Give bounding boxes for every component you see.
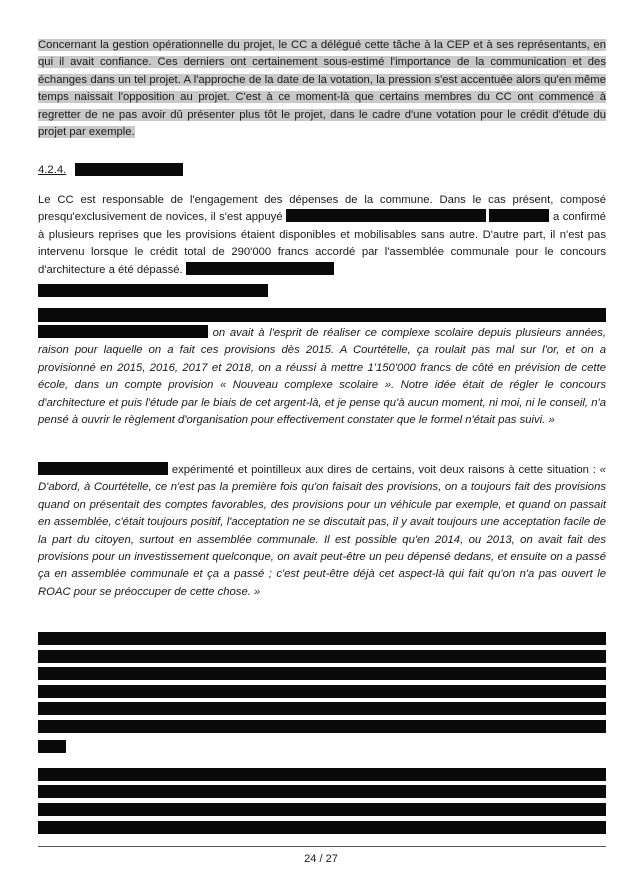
redacted-line: [38, 821, 606, 834]
redacted-line: [38, 720, 606, 733]
redaction-block: [186, 262, 334, 275]
redacted-line: [38, 785, 606, 798]
expenses-text-part1: Le CC est responsable de l'engagement des dépenses de la commune. Dans le cas présent, composé presqu'exclusivement de novices, il s'est appuyé: [38, 194, 606, 224]
redacted-line: [38, 632, 606, 645]
redacted-line: [38, 650, 606, 663]
reasons-intro-text: expérimenté et pointilleux aux dires de certains, voit deux raisons à cette situation :: [171, 464, 596, 476]
intro-paragraph-text: Concernant la gestion opérationnelle du projet, le CC a délégué cette tâche à la CEP et à ses représentants, en qui il avait confiance. Ces derniers ont certainement sous-estimé l'importance de la communication et des échanges dans un tel projet. A l'approche de la date de la votation, la pression s'est accentuée alors qu'en même temps naissait l'opposition au projet. C'est à ce moment-là que certains membres du CC ont commencé à regretter de ne pas avoir dû présenter plus tôt le projet, dans le cadre d'une votation pour le crédit d'étude du projet par exemple.: [38, 39, 606, 139]
redacted-line: [38, 667, 606, 680]
redaction-block: [38, 462, 168, 475]
redacted-line: [38, 284, 268, 297]
redaction-block: [286, 209, 486, 222]
reasons-paragraph: [38, 462, 606, 601]
page-number: 24 / 27: [304, 853, 338, 865]
section-number: 4.2.4.: [38, 164, 67, 176]
redacted-heading-title: [75, 163, 183, 176]
section-heading: [38, 162, 66, 179]
quote-1-text: on avait à l'esprit de réaliser ce complexe scolaire depuis plusieurs années, raison pour laquelle on a fait ces provisions dès 2015. A Courtételle, ça roulait pas mal sur l'or, et on a provisionné en 2015, 2016, 2017 et 2018, on a réussi à mettre 1'150'000 francs de côté en prévision de cette école, dans un compte provision « Nouveau complexe scolaire ». Notre idée était de régler le concours d'architecture et puis l'étude par le biais de cet argent-là, et je pense qu'à aucun moment, ni moi, ni le conseil, n'a pensé à ouvrir le règlement d'organisation pour effectivement constater que le formel n'était pas suivi. »: [38, 327, 606, 427]
expenses-text-part2: a confirmé à plusieurs reprises que les provisions étaient disponibles et mobilisables sans autre. D'autre part, il n'est pas intervenu lorsque le crédit total de 290'000 francs accordé par l'assemblée communale pour le concours d'architecture a été dépassé.: [38, 211, 607, 276]
redacted-line: [38, 740, 66, 753]
redacted-line: [38, 768, 606, 781]
redacted-line: [38, 685, 606, 698]
quote-2-text: « D'abord, à Courtételle, ce n'est pas la première fois qu'on faisait des provisions, on a toujours fait des provisions quand on présentait des comptes favorables, des provisions pour un véhicule par exemple, et quand on passait en assemblée, c'était toujours positif, l'acceptation ne se discutait pas, il y avait toujours une acceptation facile de la part du citoyen, surtout en assemblée communale. Il est possible qu'en 2014, ou 2013, on avait fait des provisions pour un investissement quelconque, on avait peut-être un peu dépensé dedans, et ensuite on a passé ça en assemblée communale et ça a passé ; c'est peut-être déjà cet aspect-là qui fait qu'on n'a pas ouvert le ROAC pour se préoccuper de cette chose. »: [38, 464, 607, 598]
expenses-paragraph: [38, 192, 606, 279]
redaction-block: [489, 209, 549, 222]
footer-rule: [38, 846, 606, 847]
redacted-line: [38, 803, 606, 816]
intro-paragraph: [38, 37, 606, 141]
quote-paragraph-1: [38, 325, 606, 429]
redaction-block: [38, 325, 208, 338]
redacted-line: [38, 702, 606, 715]
redacted-line: [38, 308, 606, 322]
